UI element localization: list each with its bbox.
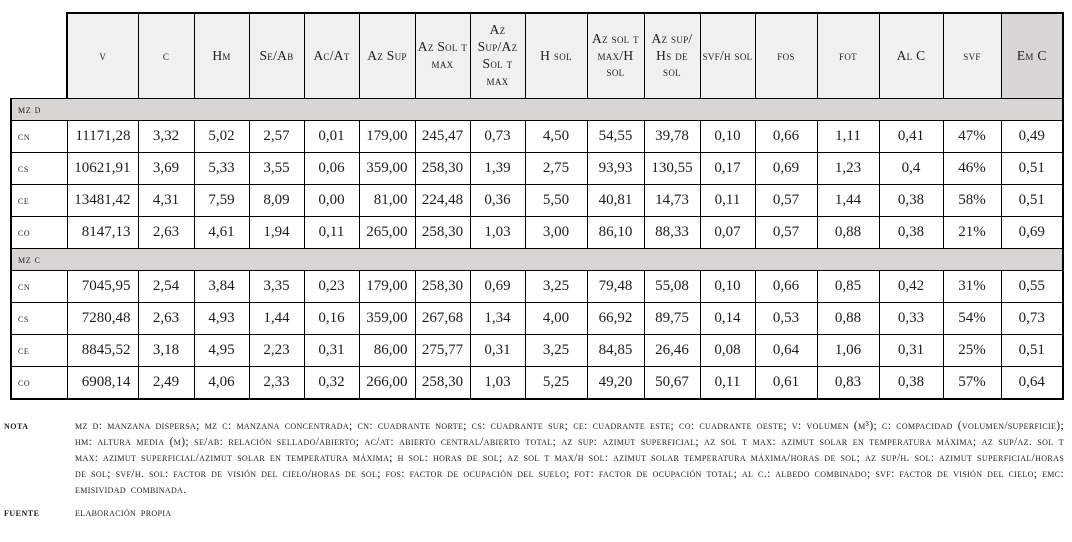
- cell-em_c: 0,69: [1001, 217, 1063, 249]
- cell-az_sup_az_sol_t_max: 1,03: [470, 217, 525, 249]
- row-label: ce: [11, 335, 67, 367]
- data-row: [11, 271, 1063, 303]
- corner-spacer-cell: [11, 13, 67, 99]
- cell-se_ab: 2,23: [249, 335, 304, 367]
- group-row: [11, 249, 1063, 271]
- cell-h_sol: 5,50: [525, 185, 587, 217]
- column-header-az-sup-az-sol-t-max: Az Sup/Az Sol t max: [470, 13, 525, 99]
- cell-al_c: 0,38: [879, 217, 943, 249]
- cell-c: 2,63: [138, 303, 194, 335]
- cell-az_sup_hs_de_sol: 14,73: [644, 185, 700, 217]
- cell-az_sol_t_max_h_sol: 79,48: [587, 271, 644, 303]
- cell-fos: 0,64: [755, 335, 817, 367]
- cell-v: 13481,42: [67, 185, 138, 217]
- cell-al_c: 0,38: [879, 185, 943, 217]
- cell-v: 7280,48: [67, 303, 138, 335]
- column-header-al-c: Al C: [879, 13, 943, 99]
- cell-az_sol_t_max_h_sol: 66,92: [587, 303, 644, 335]
- cell-em_c: 0,55: [1001, 271, 1063, 303]
- cell-ac_at: 0,16: [304, 303, 359, 335]
- cell-al_c: 0,33: [879, 303, 943, 335]
- cell-c: 2,49: [138, 367, 194, 400]
- cell-az_sup_hs_de_sol: 26,46: [644, 335, 700, 367]
- column-header-ac-at: Ac/At: [304, 13, 359, 99]
- cell-al_c: 0,31: [879, 335, 943, 367]
- cell-hm: 4,06: [194, 367, 249, 400]
- cell-svf: 58%: [943, 185, 1001, 217]
- cell-h_sol: 3,00: [525, 217, 587, 249]
- cell-az_sup: 266,00: [359, 367, 415, 400]
- column-header-c: c: [138, 13, 194, 99]
- cell-az_sup_az_sol_t_max: 1,34: [470, 303, 525, 335]
- cell-svf: 25%: [943, 335, 1001, 367]
- cell-al_c: 0,4: [879, 153, 943, 185]
- cell-az_sup_az_sol_t_max: 0,31: [470, 335, 525, 367]
- row-label: ce: [11, 185, 67, 217]
- cell-az_sol_t_max_h_sol: 49,20: [587, 367, 644, 400]
- cell-az_sol_t_max: 245,47: [415, 121, 470, 153]
- column-header-az-sup: Az Sup: [359, 13, 415, 99]
- cell-h_sol: 5,25: [525, 367, 587, 400]
- cell-ac_at: 0,01: [304, 121, 359, 153]
- paper-page: [0, 12, 1072, 542]
- cell-v: 8845,52: [67, 335, 138, 367]
- cell-fot: 1,44: [817, 185, 879, 217]
- cell-az_sup_az_sol_t_max: 1,39: [470, 153, 525, 185]
- cell-az_sol_t_max: 224,48: [415, 185, 470, 217]
- cell-svf: 57%: [943, 367, 1001, 400]
- cell-az_sol_t_max: 258,30: [415, 367, 470, 400]
- cell-az_sol_t_max_h_sol: 54,55: [587, 121, 644, 153]
- column-header-se-ab: Se/Ab: [249, 13, 304, 99]
- cell-em_c: 0,51: [1001, 185, 1063, 217]
- cell-az_sup: 179,00: [359, 121, 415, 153]
- cell-az_sol_t_max_h_sol: 93,93: [587, 153, 644, 185]
- cell-az_sup_az_sol_t_max: 0,69: [470, 271, 525, 303]
- cell-ac_at: 0,06: [304, 153, 359, 185]
- data-row: [11, 217, 1063, 249]
- cell-svf_h_sol: 0,11: [700, 185, 755, 217]
- data-row: [11, 153, 1063, 185]
- cell-fot: 1,23: [817, 153, 879, 185]
- group-row: [11, 99, 1063, 121]
- cell-fos: 0,57: [755, 185, 817, 217]
- cell-svf_h_sol: 0,08: [700, 335, 755, 367]
- fuente-label: fuente: [4, 507, 40, 519]
- cell-em_c: 0,73: [1001, 303, 1063, 335]
- column-header-fot: fot: [817, 13, 879, 99]
- cell-fot: 0,83: [817, 367, 879, 400]
- cell-az_sup_hs_de_sol: 88,33: [644, 217, 700, 249]
- row-label: cn: [11, 271, 67, 303]
- cell-az_sol_t_max: 258,30: [415, 271, 470, 303]
- cell-hm: 4,93: [194, 303, 249, 335]
- nota-label: nota: [4, 420, 29, 432]
- cell-ac_at: 0,23: [304, 271, 359, 303]
- row-label: co: [11, 217, 67, 249]
- cell-fot: 0,88: [817, 303, 879, 335]
- cell-az_sup_az_sol_t_max: 0,73: [470, 121, 525, 153]
- column-header-hm: Hm: [194, 13, 249, 99]
- row-label: cn: [11, 121, 67, 153]
- cell-az_sup: 81,00: [359, 185, 415, 217]
- cell-svf: 46%: [943, 153, 1001, 185]
- cell-az_sol_t_max: 275,77: [415, 335, 470, 367]
- cell-az_sup_hs_de_sol: 89,75: [644, 303, 700, 335]
- cell-v: 7045,95: [67, 271, 138, 303]
- cell-c: 3,32: [138, 121, 194, 153]
- row-label: cs: [11, 153, 67, 185]
- column-header-svf-h-sol: svf/h sol: [700, 13, 755, 99]
- cell-svf: 54%: [943, 303, 1001, 335]
- nota-row: [4, 418, 1064, 498]
- header-row: [11, 13, 1063, 99]
- cell-fos: 0,66: [755, 121, 817, 153]
- cell-c: 3,69: [138, 153, 194, 185]
- cell-az_sup: 265,00: [359, 217, 415, 249]
- cell-az_sol_t_max: 267,68: [415, 303, 470, 335]
- cell-h_sol: 4,00: [525, 303, 587, 335]
- cell-se_ab: 2,33: [249, 367, 304, 400]
- cell-hm: 4,95: [194, 335, 249, 367]
- cell-h_sol: 3,25: [525, 335, 587, 367]
- cell-se_ab: 1,44: [249, 303, 304, 335]
- cell-fot: 1,11: [817, 121, 879, 153]
- row-label: cs: [11, 303, 67, 335]
- data-row: [11, 303, 1063, 335]
- cell-h_sol: 4,50: [525, 121, 587, 153]
- cell-az_sol_t_max: 258,30: [415, 217, 470, 249]
- cell-al_c: 0,41: [879, 121, 943, 153]
- cell-v: 8147,13: [67, 217, 138, 249]
- column-header-em-c: Em C: [1001, 13, 1063, 99]
- nota-text: mz d: manzana dispersa; mz c: manzana concentrada; cn: cuadrante norte; cs: cuadrante sur; ce: cuadrante este; co: cuadrante oeste; v: volumen (m³); c: compacidad (volumen/superficie); hm: altura media (m); se/ab: relación sellado/abierto; ac/at: abierto central/abierto total; az sup: azimut superficial; az sol t max: azimut solar en temperatura máxima; az sup/az. sol t max: azimut superficial/azimut solar en temperatura máxima; h sol: horas de sol; az sol t max/h sol: azimut solar temperatura máxima/horas de sol; az sup/h. sol: azimut superficial/horas de sol; svf/h. sol: factor de visión del cielo/horas de sol; fos: factor de ocupación del suelo; fot: factor de ocupación total; al c.: albedo combinado; svf: factor de visión del cielo; emc: emisividad combinada.: [75, 420, 1064, 496]
- cell-c: 2,54: [138, 271, 194, 303]
- cell-fot: 0,85: [817, 271, 879, 303]
- cell-az_sol_t_max_h_sol: 40,81: [587, 185, 644, 217]
- data-row: [11, 335, 1063, 367]
- cell-az_sol_t_max_h_sol: 84,85: [587, 335, 644, 367]
- cell-hm: 4,61: [194, 217, 249, 249]
- cell-al_c: 0,38: [879, 367, 943, 400]
- cell-svf_h_sol: 0,11: [700, 367, 755, 400]
- row-label: co: [11, 367, 67, 400]
- cell-fot: 0,88: [817, 217, 879, 249]
- group-label: mz c: [11, 249, 1063, 271]
- cell-hm: 3,84: [194, 271, 249, 303]
- cell-em_c: 0,49: [1001, 121, 1063, 153]
- cell-se_ab: 2,57: [249, 121, 304, 153]
- column-header-h-sol: H sol: [525, 13, 587, 99]
- cell-fos: 0,69: [755, 153, 817, 185]
- cell-fot: 1,06: [817, 335, 879, 367]
- column-header-az-sup-hs-de-sol: Az sup/ Hs de sol: [644, 13, 700, 99]
- cell-az_sup_hs_de_sol: 130,55: [644, 153, 700, 185]
- cell-v: 11171,28: [67, 121, 138, 153]
- cell-se_ab: 8,09: [249, 185, 304, 217]
- cell-svf: 47%: [943, 121, 1001, 153]
- cell-ac_at: 0,11: [304, 217, 359, 249]
- fuente-text: elaboración propia: [75, 507, 172, 519]
- cell-svf_h_sol: 0,10: [700, 121, 755, 153]
- cell-h_sol: 3,25: [525, 271, 587, 303]
- cell-svf: 21%: [943, 217, 1001, 249]
- metrics-table: [10, 12, 1064, 400]
- column-header-fos: fos: [755, 13, 817, 99]
- cell-ac_at: 0,00: [304, 185, 359, 217]
- cell-az_sup: 179,00: [359, 271, 415, 303]
- cell-az_sup: 359,00: [359, 303, 415, 335]
- column-header-v: v: [67, 13, 138, 99]
- data-row: [11, 121, 1063, 153]
- cell-c: 2,63: [138, 217, 194, 249]
- column-header-svf: svf: [943, 13, 1001, 99]
- cell-az_sup_az_sol_t_max: 0,36: [470, 185, 525, 217]
- cell-svf: 31%: [943, 271, 1001, 303]
- cell-hm: 5,33: [194, 153, 249, 185]
- cell-az_sol_t_max: 258,30: [415, 153, 470, 185]
- cell-svf_h_sol: 0,07: [700, 217, 755, 249]
- cell-c: 3,18: [138, 335, 194, 367]
- cell-az_sol_t_max_h_sol: 86,10: [587, 217, 644, 249]
- cell-c: 4,31: [138, 185, 194, 217]
- cell-az_sup: 86,00: [359, 335, 415, 367]
- cell-em_c: 0,51: [1001, 153, 1063, 185]
- cell-fos: 0,57: [755, 217, 817, 249]
- cell-ac_at: 0,31: [304, 335, 359, 367]
- column-header-az-sol-t-max-h-sol: Az sol t max/H sol: [587, 13, 644, 99]
- cell-se_ab: 1,94: [249, 217, 304, 249]
- cell-v: 6908,14: [67, 367, 138, 400]
- cell-v: 10621,91: [67, 153, 138, 185]
- cell-svf_h_sol: 0,10: [700, 271, 755, 303]
- group-label: mz d: [11, 99, 1063, 121]
- cell-az_sup_az_sol_t_max: 1,03: [470, 367, 525, 400]
- cell-ac_at: 0,32: [304, 367, 359, 400]
- cell-az_sup: 359,00: [359, 153, 415, 185]
- cell-svf_h_sol: 0,14: [700, 303, 755, 335]
- cell-se_ab: 3,35: [249, 271, 304, 303]
- cell-fos: 0,66: [755, 271, 817, 303]
- cell-hm: 5,02: [194, 121, 249, 153]
- cell-hm: 7,59: [194, 185, 249, 217]
- cell-az_sup_hs_de_sol: 50,67: [644, 367, 700, 400]
- cell-az_sup_hs_de_sol: 55,08: [644, 271, 700, 303]
- table-notes: [4, 418, 1064, 521]
- cell-em_c: 0,51: [1001, 335, 1063, 367]
- data-row: [11, 367, 1063, 400]
- data-row: [11, 185, 1063, 217]
- cell-az_sup_hs_de_sol: 39,78: [644, 121, 700, 153]
- column-header-az-sol-t-max: Az Sol t max: [415, 13, 470, 99]
- cell-svf_h_sol: 0,17: [700, 153, 755, 185]
- cell-h_sol: 2,75: [525, 153, 587, 185]
- cell-al_c: 0,42: [879, 271, 943, 303]
- cell-em_c: 0,64: [1001, 367, 1063, 400]
- cell-fos: 0,61: [755, 367, 817, 400]
- cell-se_ab: 3,55: [249, 153, 304, 185]
- fuente-row: [4, 505, 1064, 521]
- cell-fos: 0,53: [755, 303, 817, 335]
